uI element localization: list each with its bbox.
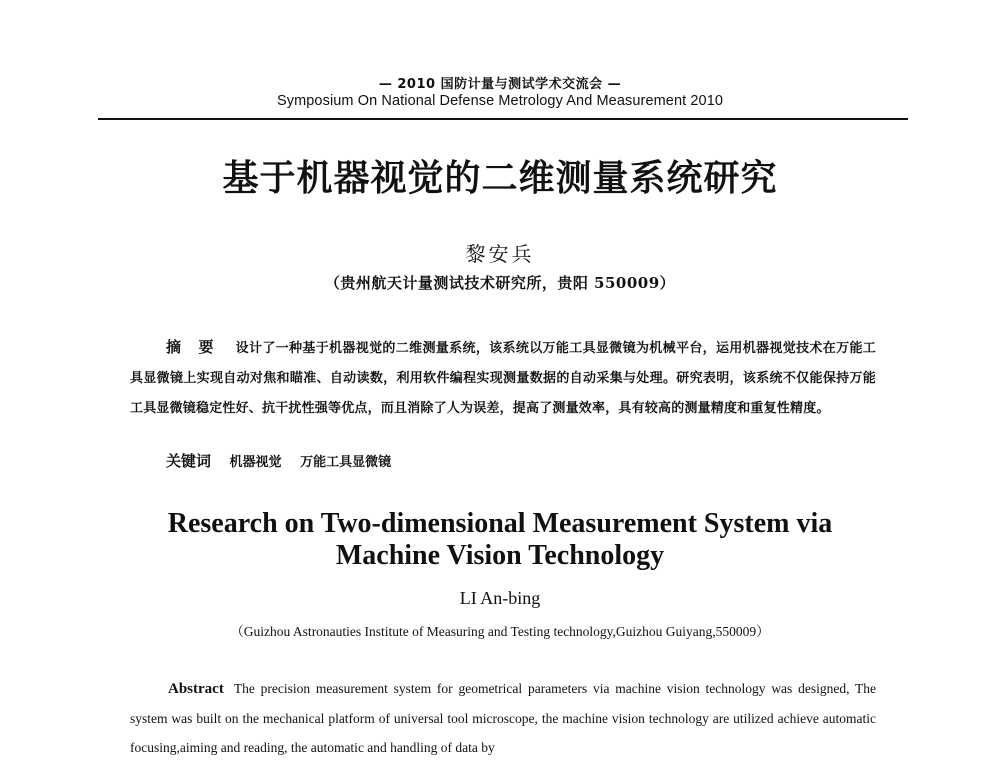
abstract-text-cn: 设计了一种基于机器视觉的二维测量系统，该系统以万能工具显微镜为机械平台，运用机器视觉技术在万能工具显微镜上实现自动对焦和瞄准、自动读数，利用软件编程实现测量数据的自动采集与处理。研究表明，该系统不仅能保持万能工具显微镜稳定性好、抗干扰性强等优点，而且消除了人为误差，提高了测量效率，具有较高的测量精度和重复性精度。	[130, 341, 876, 416]
abstract-cn	[130, 332, 876, 424]
author-cn: 黎安兵	[465, 242, 535, 266]
abstract-label-en: Abstract	[168, 681, 224, 697]
abstract-label-cn: 摘 要	[166, 338, 220, 356]
title-en-line-1: Research on Two-dimensional Measurement System via	[167, 508, 833, 539]
keyword: 机器视觉	[229, 455, 282, 470]
abstract-en	[130, 674, 876, 762]
conference-header-en: Symposium On National Defense Metrology And Measurement 2010	[276, 93, 724, 109]
title-en-line-2: Machine Vision Technology	[335, 540, 665, 571]
affiliation-en: （Guizhou Astronauties Institute of Measuring and Testing technology,Guizhou Guiyang,550009）	[230, 624, 770, 639]
conference-header-cn: — 2010 国防计量与测试学术交流会 —	[378, 77, 622, 92]
abstract-text-en: The precision measurement system for geometrical parameters via machine vision technology was designed, The system was built on the mechanical platform of universal tool microscope, the machine vision technology are utilized achieve automatic focusing,aiming and reading, the automatic and handling of data by	[130, 681, 876, 755]
paper-title-cn: 基于机器视觉的二维测量系统研究	[222, 158, 778, 199]
header-divider	[98, 118, 908, 120]
keyword: 万能工具显微镜	[300, 455, 392, 470]
affiliation-cn: （贵州航天计量测试技术研究所，贵阳 550009）	[324, 274, 676, 292]
paper-title-en	[0, 508, 1000, 572]
keywords-cn	[166, 450, 405, 471]
keywords-label-cn: 关键词	[166, 452, 212, 470]
author-en: LI An-bing	[459, 588, 541, 608]
